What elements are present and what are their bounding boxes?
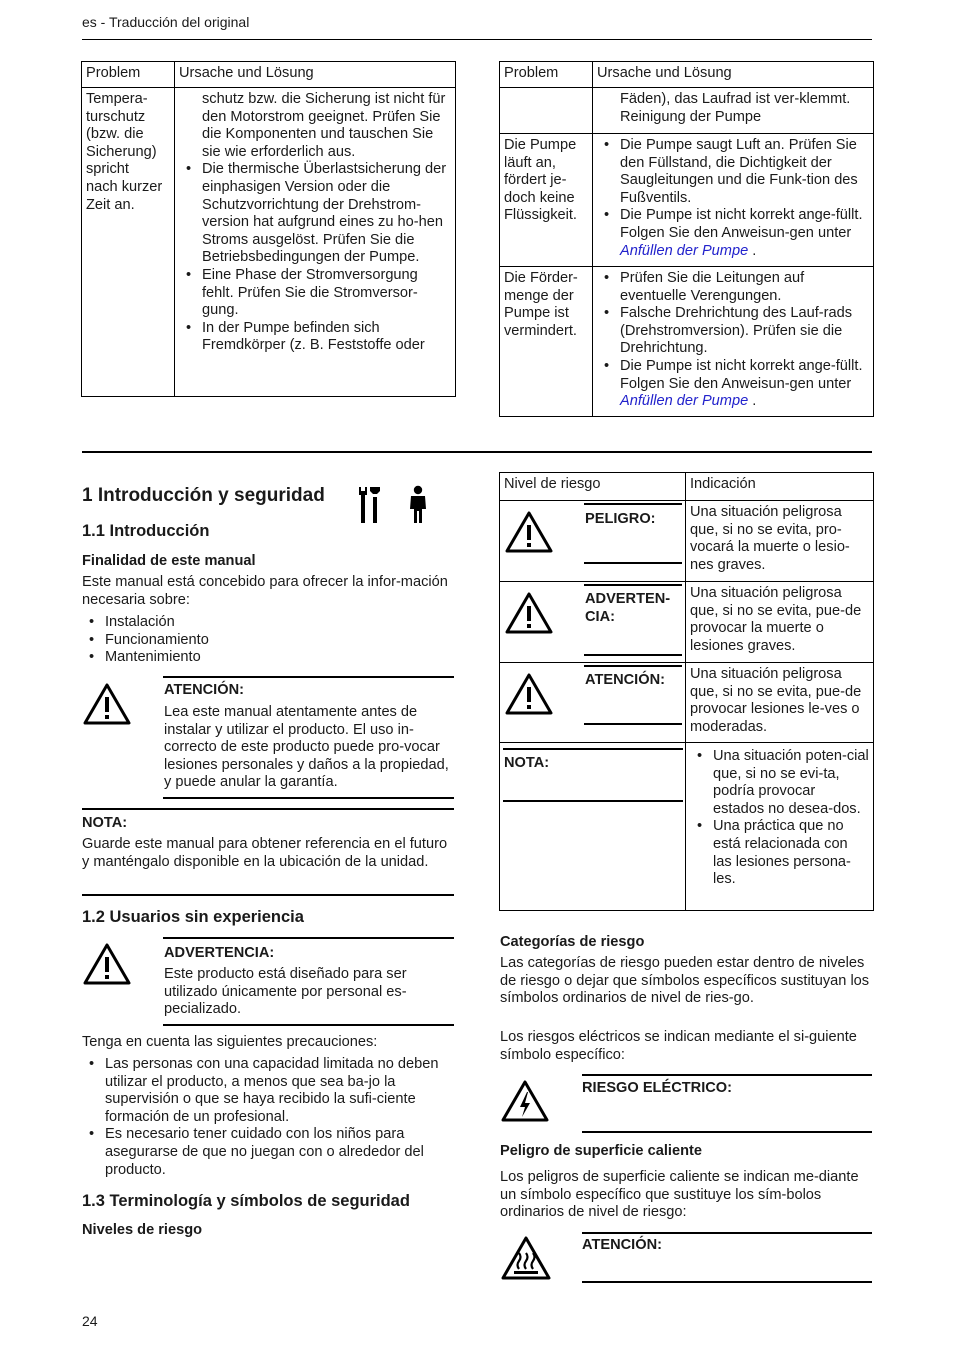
risk-level-table bbox=[499, 472, 874, 911]
subsection-title: 1.1 Introducción bbox=[82, 522, 210, 540]
col-header-level: Nivel de riesgo bbox=[500, 473, 686, 501]
indication-cell: Una situación peligrosa que, si no se evita, pue-de provocar la muerte o lesiones graves. bbox=[686, 582, 874, 663]
link-fill-pump[interactable]: Anfüllen der Pumpe bbox=[620, 393, 749, 410]
link-fill-pump[interactable]: Anfüllen der Pumpe bbox=[620, 242, 749, 259]
problem-cell bbox=[500, 267, 593, 417]
electric-hazard-icon bbox=[500, 1079, 550, 1123]
list-item: • Prüfen Sie die Leitungen auf eventuelle Verengungen. bbox=[597, 270, 870, 305]
label-rule bbox=[584, 584, 682, 586]
list-item bbox=[597, 207, 870, 260]
warning-triangle-icon bbox=[82, 942, 132, 986]
continued-text: schutz bzw. die Sicherung ist nicht für den Motorstrom geeignet. Prüfen Sie die Komponenten und tauschen Sie sie wie erforderlich aus. bbox=[202, 91, 446, 160]
subsection-title: 1.2 Usuarios sin experiencia bbox=[82, 908, 304, 926]
indication-cell: Una situación peligrosa que, si no se evita, pro-vocará la muerte o lesio-nes graves. bbox=[686, 501, 874, 582]
note-text: Guarde este manual para obtener referencia en el futuro y manténgalo disponible en la ubicación de la unidad. bbox=[82, 836, 448, 870]
label-rule bbox=[584, 562, 682, 564]
list-item: • Die Pumpe saugt Luft an. Prüfen Sie den Füllstand, die Dichtigkeit der Saugleitungen und die Funk-tion des Fußventils. bbox=[597, 137, 870, 207]
list-item: • Es necesario tener cuidado con los niños para asegurarse de que no juegan con o alrededor del producto. bbox=[82, 1126, 454, 1179]
list-item: • Una práctica que no está relacionada con las lesiones persona-les. bbox=[690, 818, 869, 888]
list-item: • Eine Phase der Stromversorgung fehlt. Prüfen Sie die Stromversor-gung. bbox=[179, 267, 452, 320]
person-icon bbox=[406, 485, 430, 525]
list-item: • Funcionamiento bbox=[82, 632, 454, 650]
problem-text: Die Pumpe läuft an, fördert je- doch keine Flüssigkeit. bbox=[504, 137, 577, 224]
section-title: 1 Introducción y seguridad bbox=[82, 485, 325, 506]
list-item: • Una situación poten-cial que, si no se evi-ta, podría provocar estados no desea-dos. bbox=[690, 748, 869, 818]
subheading: Peligro de superficie caliente bbox=[500, 1143, 702, 1159]
caution-rule-top bbox=[163, 676, 454, 678]
col-header-problem: Problem bbox=[500, 62, 593, 88]
note-label: NOTA: bbox=[82, 815, 128, 831]
caution-rule-bottom bbox=[163, 797, 454, 799]
list-item: • Las personas con una capacidad limitada no deben utilizar el producto, a menos que sea ba-jo la supervisión o que se haya recibido la sufi-ciente formación de un profesional. bbox=[82, 1056, 454, 1126]
hot-rule-top bbox=[582, 1232, 872, 1234]
note-rule-top bbox=[82, 808, 454, 810]
cause-list bbox=[597, 270, 870, 411]
header-rule bbox=[82, 39, 872, 40]
tools-icon bbox=[358, 485, 386, 525]
problem-cell bbox=[500, 88, 593, 134]
warning-triangle-icon bbox=[504, 672, 554, 716]
note-label: NOTA: bbox=[504, 755, 550, 771]
problem-cell bbox=[82, 88, 175, 397]
hot-caution-label: ATENCIÓN: bbox=[582, 1237, 662, 1253]
troubleshooting-table-right bbox=[499, 61, 874, 417]
paragraph: Este manual está concebido para ofrecer la infor-mación necesaria sobre: bbox=[82, 574, 448, 608]
hot-surface-icon bbox=[500, 1235, 552, 1281]
risk-level-cell bbox=[500, 743, 686, 911]
electric-rule-bottom bbox=[582, 1131, 872, 1133]
warning-triangle-icon bbox=[504, 591, 554, 635]
purpose-list bbox=[82, 614, 454, 667]
continued-text: Fäden), das Laufrad ist ver-klemmt. Reinigung der Pumpe bbox=[620, 91, 851, 125]
troubleshooting-table-left bbox=[81, 61, 456, 397]
note-rule-bottom bbox=[82, 894, 454, 896]
problem-cell bbox=[500, 134, 593, 267]
risk-level-cell bbox=[500, 582, 686, 663]
cause-list bbox=[179, 161, 452, 355]
subheading: Niveles de riesgo bbox=[82, 1222, 203, 1238]
danger-label: PELIGRO: bbox=[585, 511, 656, 527]
warning-rule-bottom bbox=[163, 1024, 454, 1026]
caution-label: ATENCIÓN: bbox=[585, 672, 665, 688]
risk-level-cell bbox=[500, 663, 686, 743]
cause-cell bbox=[593, 134, 874, 267]
list-item: • Mantenimiento bbox=[82, 649, 454, 667]
warning-label: ADVERTENCIA: bbox=[164, 945, 275, 961]
label-rule bbox=[503, 800, 683, 802]
col-header-cause: Ursache und Lösung bbox=[593, 62, 874, 88]
problem-text: Tempera- turschutz (bzw. die Sicherung) spricht nach kurzer Zeit an. bbox=[86, 91, 163, 213]
list-item-text: Die Pumpe ist nicht korrekt ange-füllt. Folgen Sie den Anweisun-gen unter bbox=[620, 207, 863, 241]
list-item bbox=[597, 358, 870, 411]
warning-triangle-icon bbox=[504, 510, 554, 554]
col-header-problem: Problem bbox=[82, 62, 175, 88]
page-header: es - Traducción del original bbox=[82, 14, 250, 30]
indication-cell: Una situación peligrosa que, si no se evita, pue-de provocar lesiones le-ves o moderadas. bbox=[686, 663, 874, 743]
cause-list bbox=[597, 137, 870, 260]
precautions-list bbox=[82, 1056, 454, 1179]
subheading: Categorías de riesgo bbox=[500, 934, 645, 950]
period: . bbox=[748, 242, 757, 259]
warning-text: Este producto está diseñado para ser utilizado únicamente por personal es-pecializado. bbox=[164, 966, 407, 1018]
caution-label: ATENCIÓN: bbox=[164, 682, 244, 698]
label-rule bbox=[503, 748, 683, 750]
list-item-text: Die Pumpe ist nicht korrekt ange-füllt. Folgen Sie den Anweisun-gen unter bbox=[620, 357, 863, 392]
page-number: 24 bbox=[82, 1313, 98, 1329]
cause-cell bbox=[593, 267, 874, 417]
list-item: • Falsche Drehrichtung des Lauf-rads (Drehstromversion). Prüfen sie die Drehrichtung. bbox=[597, 305, 870, 358]
label-rule bbox=[584, 503, 682, 505]
note-list bbox=[690, 748, 869, 889]
list-item: • Die thermische Überlastsicherung der einphasigen Version oder die Schutzvorrichtung der Drehstrom-version hat aufgrund eines zu ho-hen Stroms ausgelöst. Prüfen Sie die Betriebsbedingungen der Pumpe. bbox=[179, 161, 452, 267]
electric-label: RIESGO ELÉCTRICO: bbox=[582, 1080, 732, 1096]
caution-text: Lea este manual atentamente antes de instalar y utilizar el producto. El uso in-correcto de este producto puede pro-vocar lesiones personales y daños a la propiedad, y puede anular la garantía. bbox=[164, 704, 449, 791]
subheading: Finalidad de este manual bbox=[82, 553, 256, 569]
subsection-title: 1.3 Terminología y símbolos de seguridad bbox=[82, 1192, 410, 1210]
problem-text: Die Förder- menge der Pumpe ist vermindert. bbox=[504, 270, 578, 339]
cause-cell bbox=[593, 88, 874, 134]
paragraph: Las categorías de riesgo pueden estar dentro de niveles de riesgo o dejar que símbolos específicos sustituyan los símbolos ordinarios de nivel de ries-go. bbox=[500, 955, 870, 1007]
label-rule bbox=[584, 665, 682, 667]
electric-rule-top bbox=[582, 1074, 872, 1076]
label-rule bbox=[584, 723, 682, 725]
paragraph: Los peligros de superficie caliente se indican me-diante un símbolo específico que sustituye los sím-bolos ordinarios de nivel de riesgo: bbox=[500, 1169, 859, 1221]
risk-level-cell bbox=[500, 501, 686, 582]
period: . bbox=[748, 393, 757, 410]
cause-cell bbox=[175, 88, 456, 397]
paragraph: Tenga en cuenta las siguientes precauciones: bbox=[82, 1034, 378, 1050]
col-header-cause: Ursache und Lösung bbox=[175, 62, 456, 88]
list-item: • Instalación bbox=[82, 614, 454, 632]
list-item: • In der Pumpe befinden sich Fremdkörper (z. B. Feststoffe oder bbox=[179, 320, 452, 355]
section-rule bbox=[82, 451, 872, 453]
warning-triangle-icon bbox=[82, 682, 132, 726]
warning-rule-top bbox=[163, 937, 454, 939]
col-header-indication: Indicación bbox=[686, 473, 874, 501]
warning-label: ADVERTEN- CIA: bbox=[585, 591, 671, 625]
hot-rule-bottom bbox=[582, 1281, 872, 1283]
indication-cell bbox=[686, 743, 874, 911]
paragraph: Los riesgos eléctricos se indican mediante el si-guiente símbolo específico: bbox=[500, 1029, 857, 1063]
label-rule bbox=[584, 654, 682, 656]
